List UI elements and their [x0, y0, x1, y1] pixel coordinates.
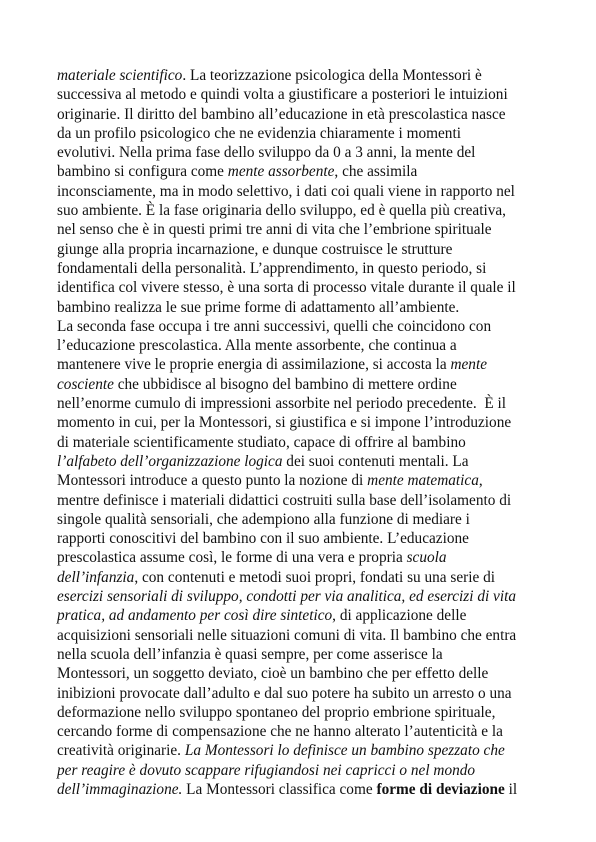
text-line: [57, 278, 545, 297]
text-segment: rapporti conoscitivi del bambino con il suo ambiente. L’educazione: [57, 530, 469, 548]
text-line: [57, 548, 545, 567]
text-segment: La Montessori classifica come: [182, 780, 377, 798]
italic-text: cosciente: [57, 375, 114, 393]
body-text: [57, 66, 545, 799]
text-segment: acquisizioni sensoriali nelle situazioni comuni di vita. Il bambino che entra: [57, 626, 517, 644]
text-segment: deformazione nello sviluppo spontaneo del proprio embrione spirituale,: [57, 703, 496, 721]
text-line: [57, 182, 545, 201]
italic-text: materiale scientifico: [57, 67, 183, 84]
text-segment: Montessori, un soggetto deviato, cioè un bambino che per effetto delle: [57, 665, 489, 683]
text-line: [57, 741, 545, 760]
text-line: [57, 452, 545, 471]
text-segment: , con contenuti e metodi suoi propri, fondati su una serie di: [134, 568, 496, 586]
text-line: [57, 780, 545, 799]
text-segment: cercando forme di compensazione che ne hanno alterato l’autenticità e la: [57, 723, 503, 741]
text-segment: l’educazione prescolastica. Alla mente assorbente, che continua a: [57, 337, 457, 355]
text-line: [57, 684, 545, 703]
text-line: [57, 626, 545, 645]
text-segment: ,: [478, 472, 483, 490]
italic-text: scuola: [406, 549, 447, 567]
text-segment: creatività originarie.: [57, 742, 185, 760]
text-line: [57, 162, 545, 181]
text-line: [57, 66, 545, 85]
italic-text: dell’immaginazione.: [57, 780, 183, 798]
text-segment: mantenere vive le proprie energia di assimilazione, si accosta la: [57, 356, 451, 374]
text-line: [57, 433, 545, 452]
text-line: [57, 143, 545, 162]
text-line: [57, 317, 545, 336]
text-line: [57, 298, 545, 317]
text-line: [57, 336, 545, 355]
text-line: [57, 645, 545, 664]
text-line: [57, 664, 545, 683]
text-line: [57, 491, 545, 510]
text-segment: bambino si configura come: [57, 163, 228, 181]
text-segment: successiva al metodo e quindi volta a giustificare a posteriori le intuizioni: [57, 86, 508, 104]
text-segment: , di applicazione delle: [332, 607, 467, 625]
italic-text: mente: [450, 356, 487, 374]
text-line: [57, 105, 545, 124]
text-segment: di materiale scientificamente studiato, capace di offrire al bambino: [57, 433, 466, 451]
text-line: [57, 703, 545, 722]
text-segment: il: [504, 780, 518, 798]
text-line: [57, 471, 545, 490]
text-segment: originarie. Il diritto del bambino all’educazione in età prescolastica nasce: [57, 105, 506, 123]
text-line: [57, 722, 545, 741]
text-line: [57, 220, 545, 239]
text-line: [57, 587, 545, 606]
text-line: [57, 413, 545, 432]
text-segment: identifica col vivere stesso, è una sorta di processo vitale durante il quale il: [57, 279, 516, 297]
italic-text: esercizi sensoriali di sviluppo, condotti per via analitica, ed esercizi di vita: [57, 588, 516, 606]
italic-text: l’alfabeto dell’organizzazione logica: [57, 452, 283, 470]
text-line: [57, 375, 545, 394]
text-segment: che ubbidisce al bisogno del bambino di mettere ordine: [113, 375, 457, 393]
text-segment: nel senso che è in questi primi tre anni di vita che l’embrione spirituale: [57, 221, 492, 239]
text-segment: La seconda fase occupa i tre anni successivi, quelli che coincidono con: [57, 317, 492, 335]
text-segment: evolutivi. Nella prima fase dello sviluppo da 0 a 3 anni, la mente del: [57, 144, 476, 162]
text-segment: nell’enorme cumulo di impressioni assorbite nel periodo precedente. È il: [57, 395, 507, 413]
italic-text: dell’infanzia: [57, 568, 135, 586]
italic-text: per reagire è dovuto scappare rifugiandosi nei capricci o nel mondo: [57, 761, 476, 779]
text-segment: Montessori introduce a questo punto la nozione di: [57, 472, 368, 490]
text-segment: mentre definisce i materiali didattici costruiti sulla base dell’isolamento di: [57, 491, 512, 509]
text-segment: inibizioni provocate dall’adulto e dal suo potere ha subito un arresto o una: [57, 684, 512, 702]
text-line: [57, 394, 545, 413]
text-segment: . La teorizzazione psicologica della Montessori è: [182, 67, 482, 84]
text-segment: suo ambiente. È la fase originaria dello sviluppo, ed è quella più creativa,: [57, 202, 506, 220]
text-segment: nella scuola dell’infanzia è quasi sempre, per come asserisce la: [57, 645, 443, 663]
text-line: [57, 761, 545, 780]
text-line: [57, 606, 545, 625]
text-segment: giunge alla propria incarnazione, e dunque costruisce le strutture: [57, 240, 453, 258]
text-segment: inconsciamente, ma in modo selettivo, i dati coi quali viene in rapporto nel: [57, 182, 515, 200]
text-segment: dei suoi contenuti mentali. La: [282, 452, 469, 470]
italic-text: La Montessori lo definisce un bambino spezzato che: [184, 742, 505, 760]
text-segment: , che assimila: [334, 163, 418, 181]
text-segment: singole qualità sensoriali, che adempiono alla funzione di mediare i: [57, 510, 470, 528]
text-segment: fondamentali della personalità. L’apprendimento, in questo periodo, si: [57, 259, 487, 277]
text-segment: momento in cui, per la Montessori, si giustifica e si impone l’introduzione: [57, 414, 512, 432]
text-line: [57, 85, 545, 104]
text-line: [57, 201, 545, 220]
text-line: [57, 510, 545, 529]
text-line: [57, 568, 545, 587]
text-line: [57, 240, 545, 259]
italic-text: pratica, ad andamento per così dire sintetico: [57, 607, 333, 625]
italic-text: mente matematica: [367, 472, 479, 490]
bold-text: forme di deviazione: [376, 780, 505, 798]
text-line: [57, 259, 545, 278]
text-segment: prescolastica assume così, le forme di una vera e propria: [57, 549, 407, 567]
text-line: [57, 355, 545, 374]
italic-text: mente assorbente: [227, 163, 335, 181]
text-segment: bambino realizza le sue prime forme di adattamento all’ambiente.: [57, 298, 460, 316]
text-line: [57, 124, 545, 143]
text-line: [57, 529, 545, 548]
text-segment: da un profilo psicologico che ne evidenzia chiaramente i momenti: [57, 124, 461, 142]
